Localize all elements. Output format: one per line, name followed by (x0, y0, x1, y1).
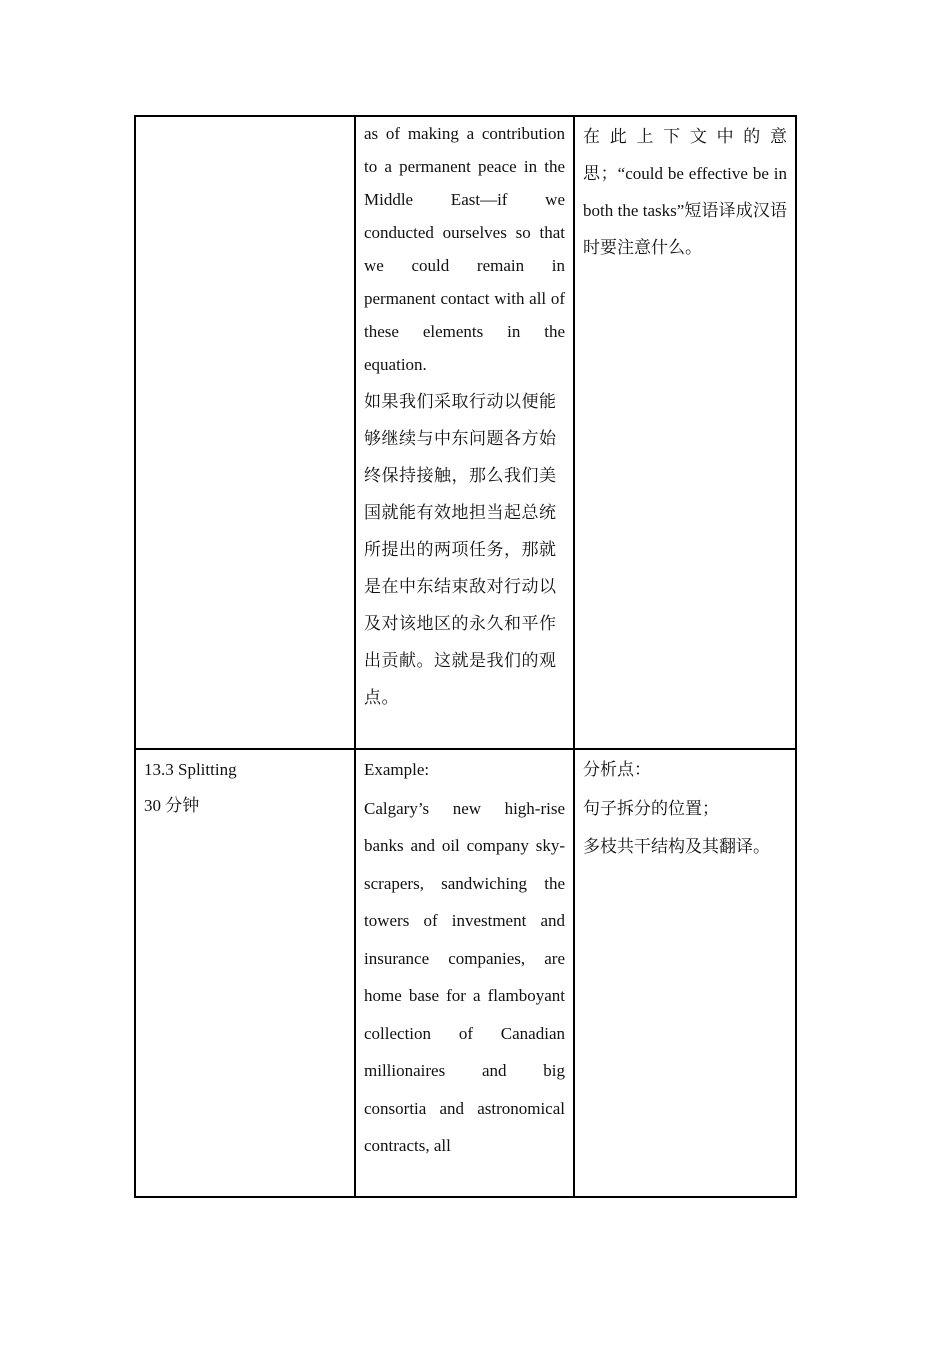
section-duration: 30 分钟 (144, 795, 200, 815)
example-label: Example: (364, 760, 430, 779)
row2-notes-cell (574, 749, 796, 1197)
table-row (135, 116, 796, 749)
row1-section-cell (135, 116, 355, 749)
row2-section-cell (135, 749, 355, 1197)
analysis-point-2: 多枝共干结构及其翻译。 (583, 837, 770, 856)
row1-content-cell (355, 116, 574, 749)
row1-notes-text: 在此上下文中的意思；“could be effective be in both the tasks”短语译成汉语时要注意什么。 (583, 127, 787, 257)
section-title: 13.3 Splitting (144, 760, 237, 779)
row1-notes-cell (574, 116, 796, 749)
table-row (135, 749, 796, 1197)
analysis-label: 分析点： (583, 760, 651, 779)
analysis-point-1: 句子拆分的位置； (583, 798, 719, 818)
row1-english-text: as of making a contribution to a permanent peace in the Middle East—if we conducted ourselves so that we could remain in permanent contact with all of these elements in the equation. (364, 124, 565, 374)
row1-chinese-translation: 如果我们采取行动以便能够继续与中东问题各方始终保持接触，那么我们美国就能有效地担当起总统所提出的两项任务，那就是在中东结束敌对行动以及对该地区的永久和平作出贡献。这就是我们的观点。 (364, 392, 557, 707)
row2-content-cell (355, 749, 574, 1197)
example-text: Calgary’s new high-rise banks and oil company sky-scrapers, sandwiching the towers of investment and insurance companies, are home base for a flamboyant collection of Canadian millionaires and big consortia and astronomical contracts, all (364, 798, 565, 1155)
lesson-table (134, 115, 797, 1198)
